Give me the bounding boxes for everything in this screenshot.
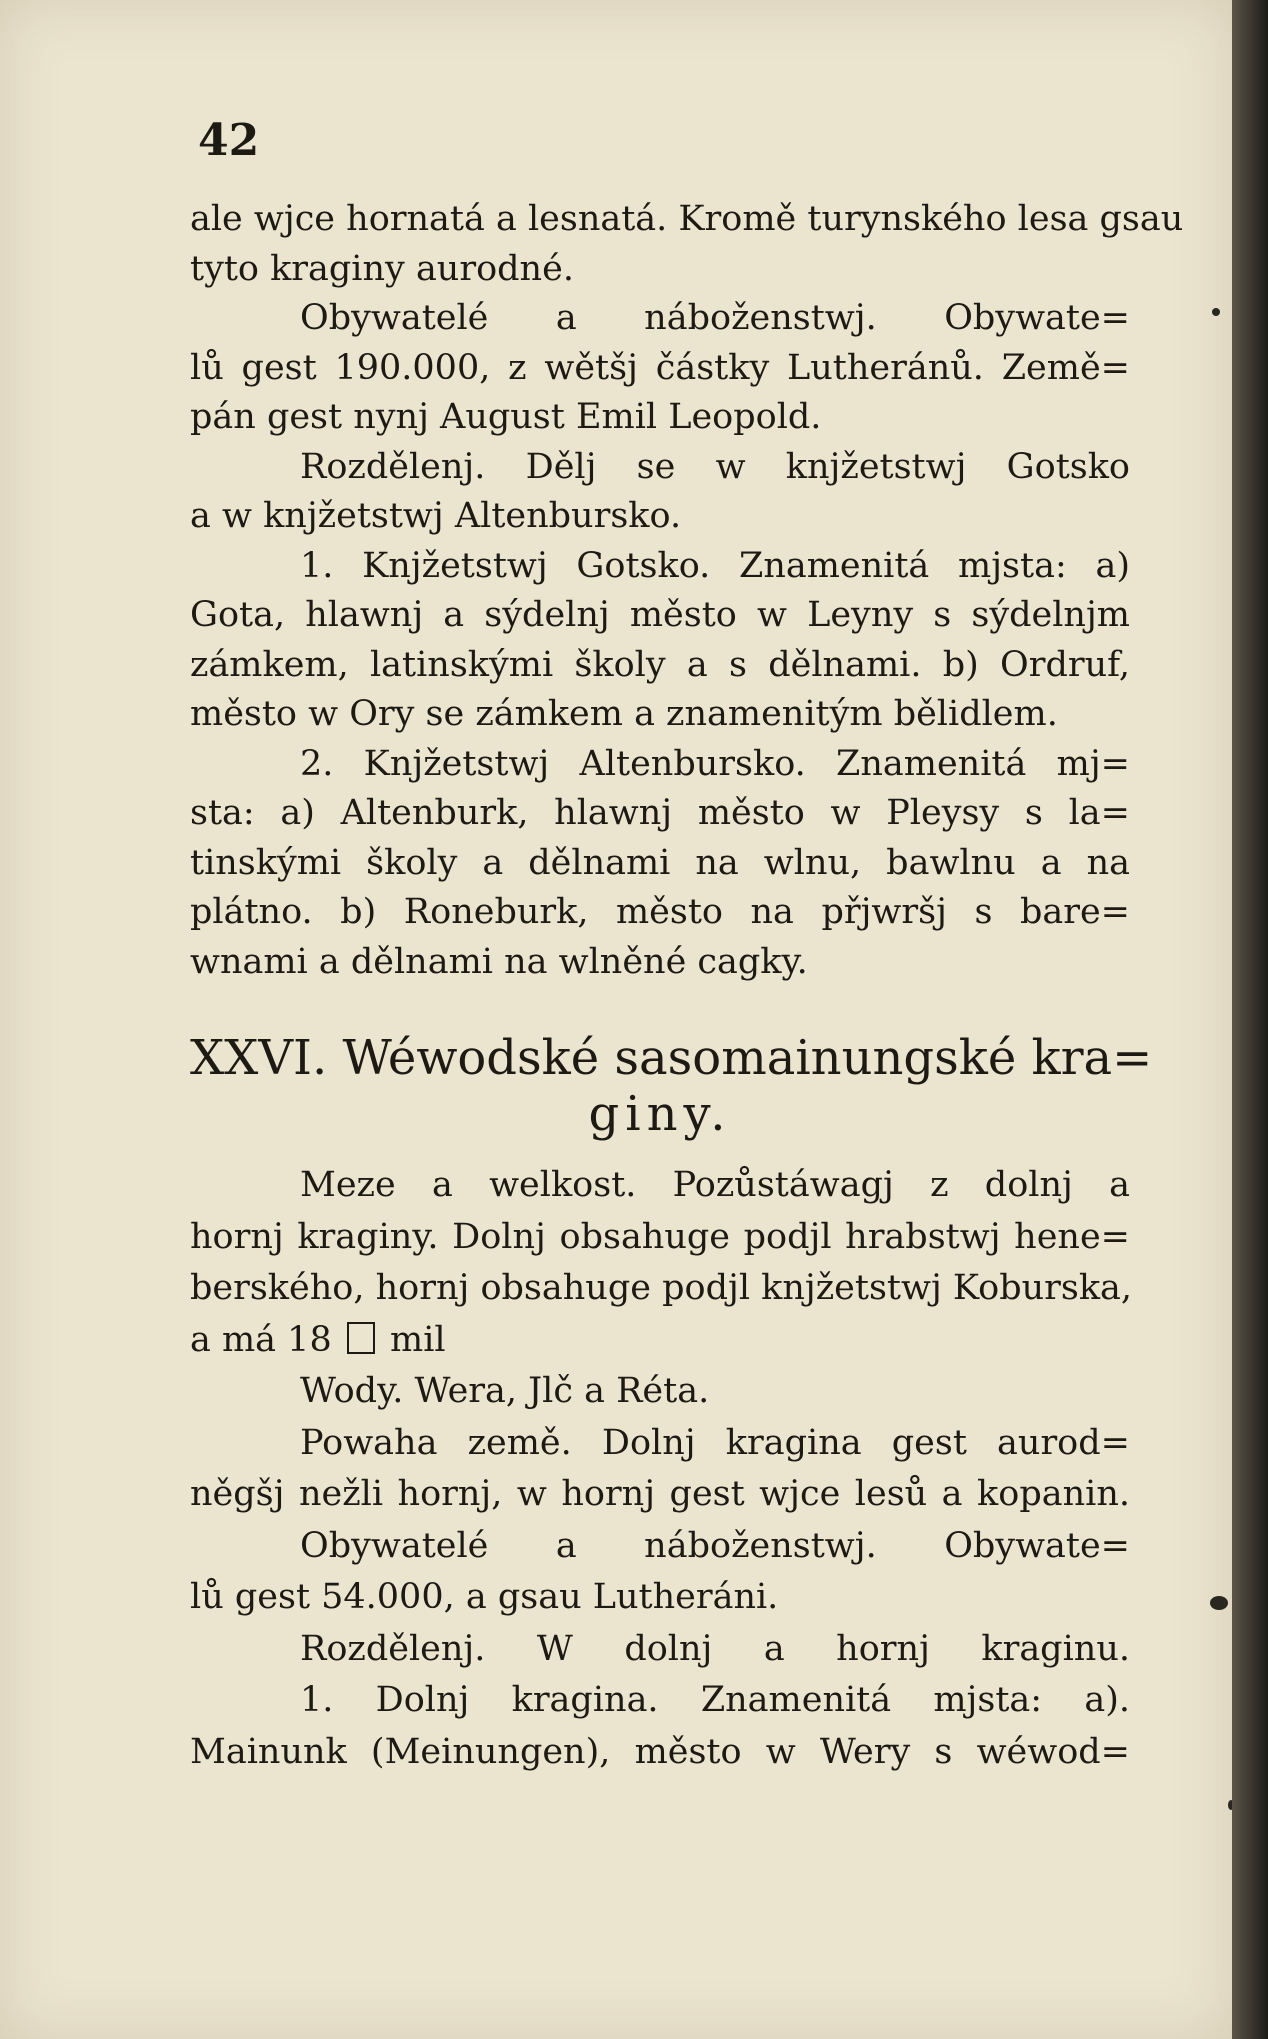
section-1-text bbox=[190, 195, 1184, 987]
text-line: Wody. Wera, Jlč a Réta. bbox=[300, 1371, 710, 1411]
square-mile-icon bbox=[347, 1322, 375, 1354]
text-line: Gota, hlawnj a sýdelnj město w Leyny s sýdelnjm bbox=[190, 595, 1130, 635]
text-line: 2. Knjžetstwj Altenbursko. Znamenitá mj= bbox=[300, 743, 1130, 784]
text-line: pán gest nynj August Emil Leopold. bbox=[190, 397, 822, 437]
text-line: plátno. b) Roneburk, město na přjwršj s bare= bbox=[190, 892, 1130, 932]
text-line: Powaha země. Dolnj kragina gest aurod= bbox=[300, 1422, 1130, 1463]
text-line: a w knjžetstwj Altenbursko. bbox=[190, 496, 682, 536]
text-line: berského, hornj obsahuge podjl knjžetstwj Koburska, bbox=[190, 1268, 1133, 1308]
text-line: město w Ory se zámkem a znamenitým bělidlem. bbox=[190, 694, 1058, 734]
text-line: tyto kraginy aurodné. bbox=[190, 248, 574, 289]
text-line: Obywatelé a náboženstwj. Obywate= bbox=[300, 298, 1130, 338]
page-number: 42 bbox=[198, 115, 260, 166]
heading-line: XXVI. Wéwodské sasomainungské kra= bbox=[190, 1030, 1153, 1086]
text-line: 1. Knjžetstwj Gotsko. Znamenitá mjsta: a) bbox=[300, 545, 1130, 586]
text-line: lů gest 190.000, z wětšj částky Lutheránů. Země= bbox=[190, 347, 1130, 388]
area-text: a má 18 bbox=[190, 1319, 332, 1360]
text-line: Obywatelé a náboženstwj. Obywate= bbox=[300, 1525, 1130, 1566]
paper-speck bbox=[1212, 308, 1220, 316]
text-line: tinskými školy a dělnami na wlnu, bawlnu a na bbox=[190, 842, 1130, 883]
text-line: něgšj nežli hornj, w hornj gest wjce lesů a kopanin. bbox=[190, 1474, 1130, 1514]
heading-line: giny. bbox=[588, 1086, 732, 1142]
paper-speck bbox=[1210, 1596, 1228, 1610]
text-line: zámkem, latinskými školy a s dělnami. b) Ordruf, bbox=[190, 644, 1130, 685]
text-line: Meze a welkost. Pozůstáwagj z dolnj a bbox=[300, 1165, 1130, 1205]
area-unit: mil bbox=[390, 1319, 446, 1360]
text-line: hornj kraginy. Dolnj obsahuge podjl hrabstwj hene= bbox=[190, 1216, 1130, 1257]
text-line: ale wjce hornatá a lesnatá. Kromě turynského lesa gsau bbox=[190, 199, 1184, 239]
text-line: sta: a) Altenburk, hlawnj město w Pleysy s la= bbox=[190, 793, 1130, 833]
section-2-text bbox=[190, 1160, 1133, 1778]
chapter-heading bbox=[190, 1030, 1153, 1142]
book-spine bbox=[1232, 0, 1268, 2039]
text-line-area bbox=[190, 1315, 1130, 1367]
text-line: lů gest 54.000, a gsau Lutheráni. bbox=[190, 1577, 779, 1617]
text-line: 1. Dolnj kragina. Znamenitá mjsta: a). bbox=[300, 1680, 1130, 1720]
text-line: Rozdělenj. Dělj se w knjžetstwj Gotsko bbox=[300, 446, 1130, 487]
text-line: Rozdělenj. W dolnj a hornj kraginu. bbox=[300, 1628, 1130, 1669]
text-line: Mainunk (Meinungen), město w Wery s wéwod= bbox=[190, 1731, 1130, 1772]
text-line: wnami a dělnami na wlněné cagky. bbox=[190, 941, 808, 982]
